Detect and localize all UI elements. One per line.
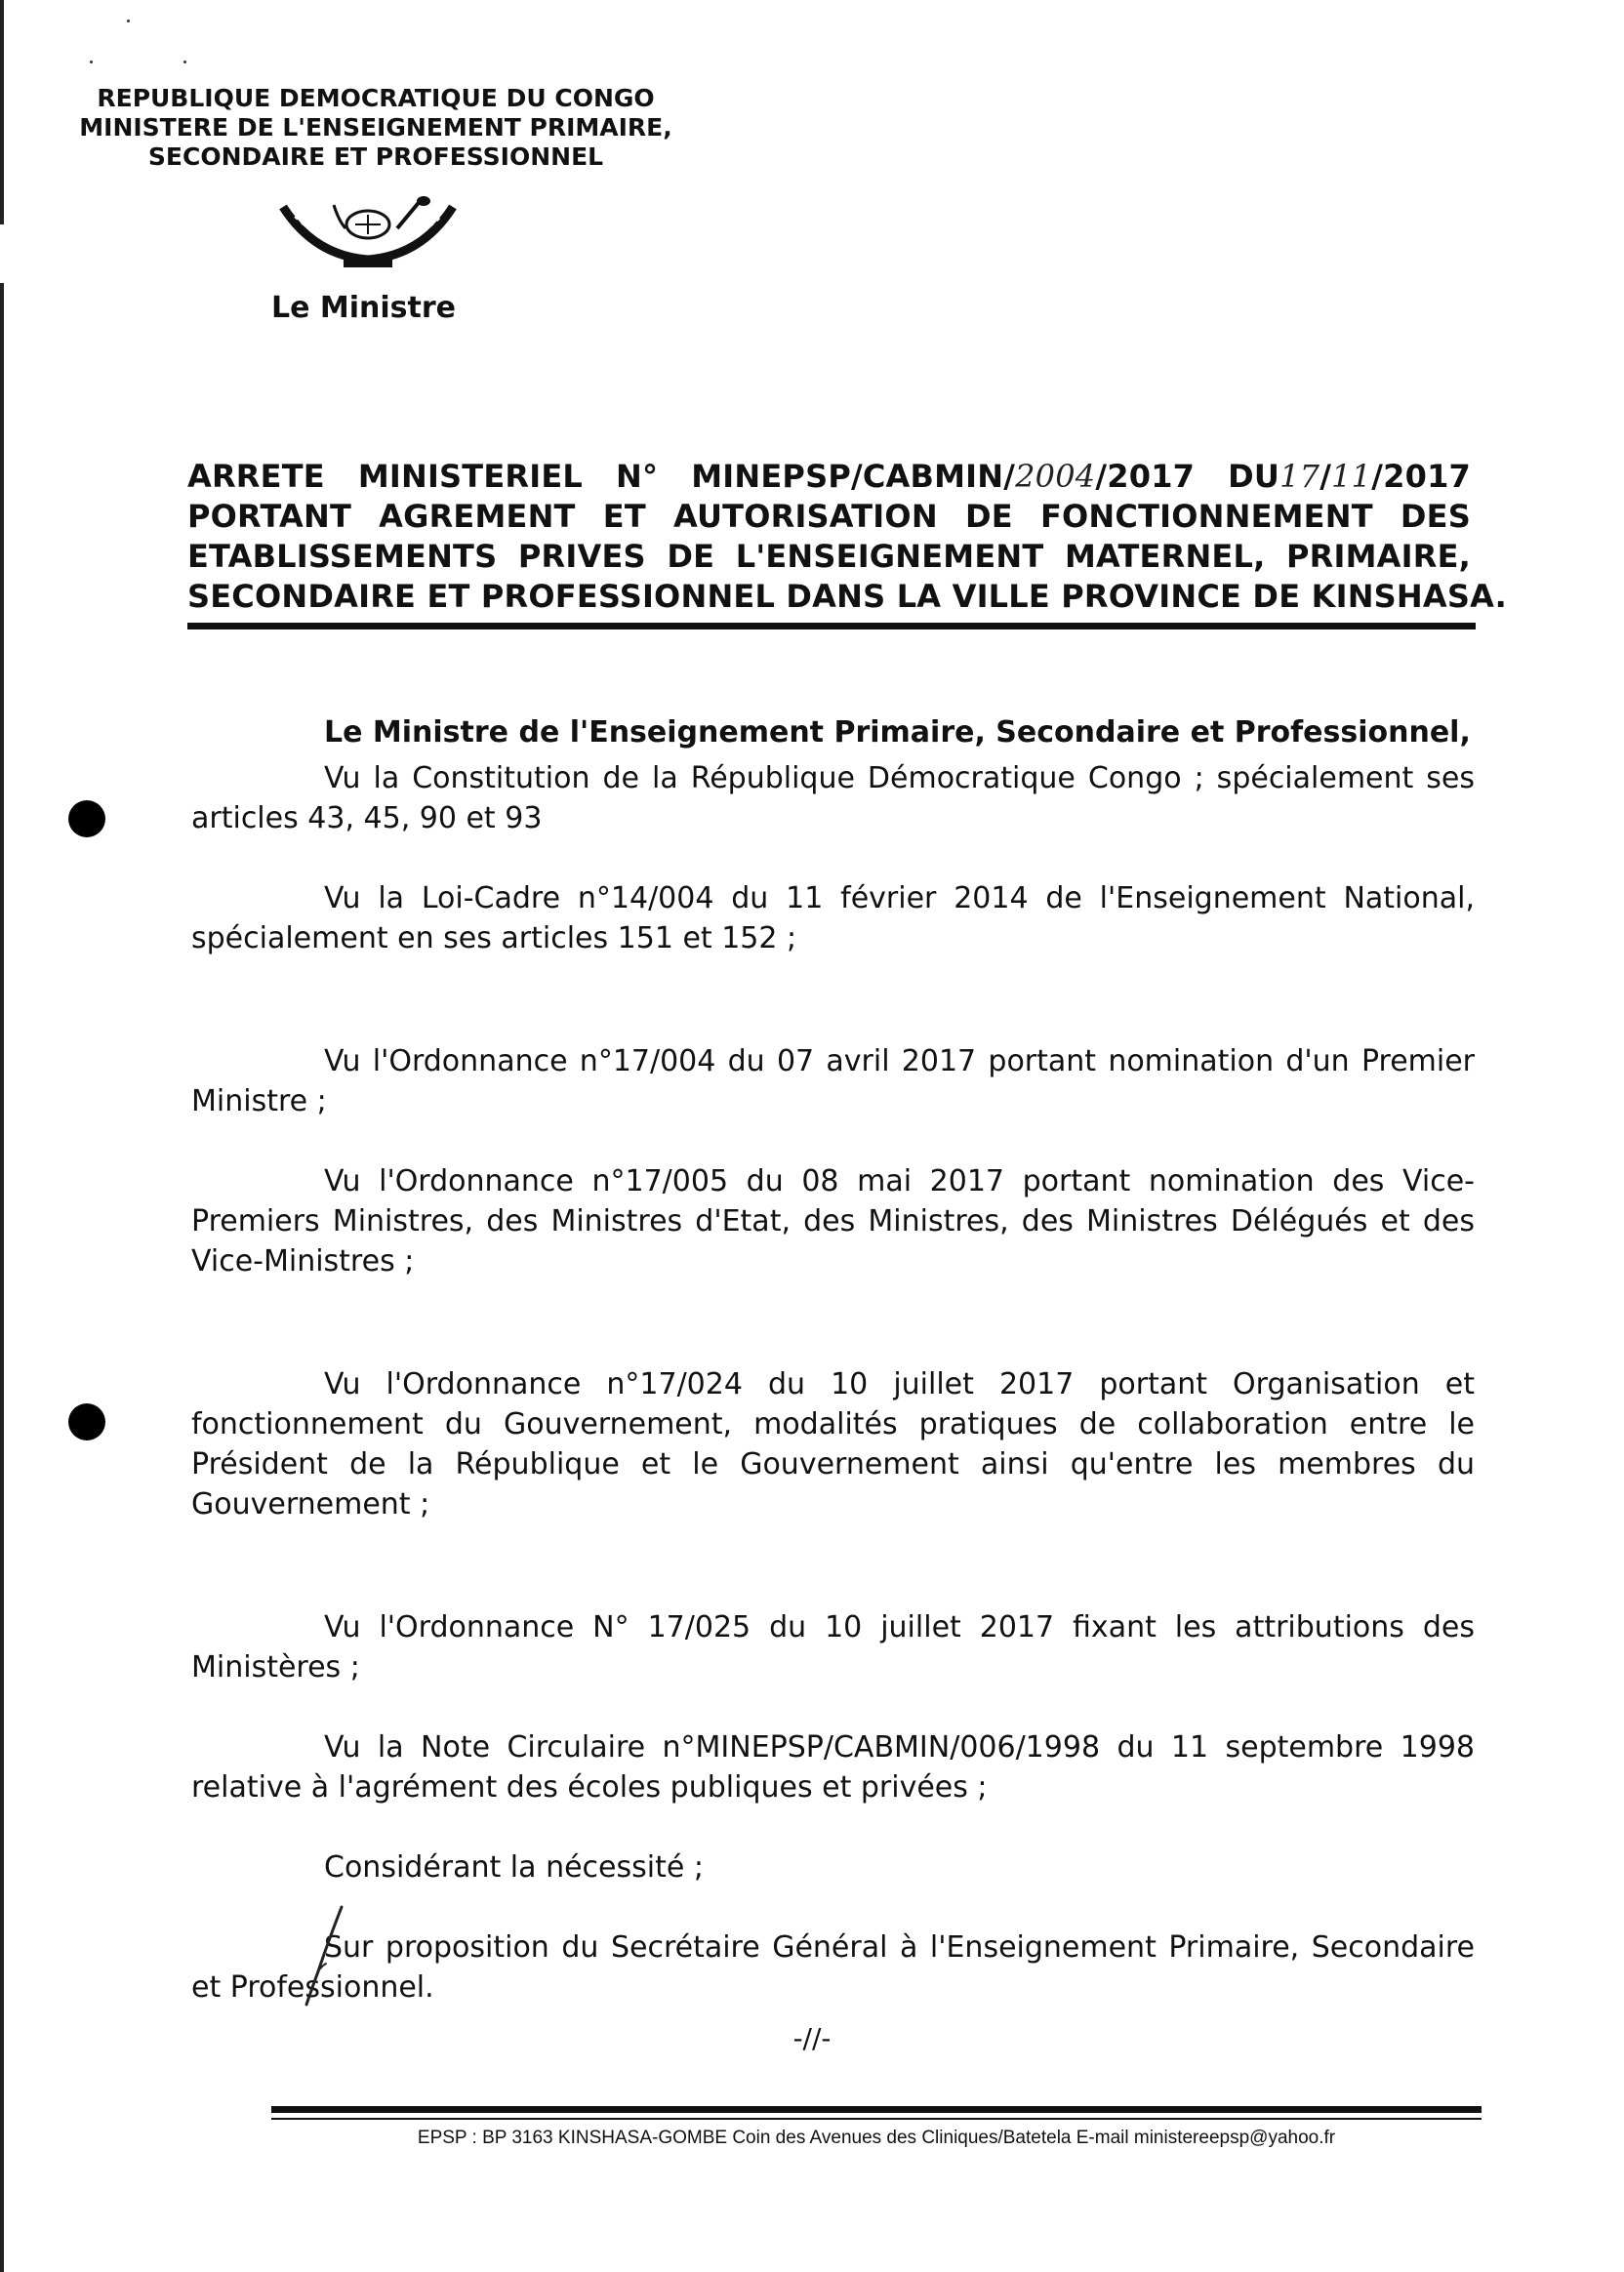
letterhead-ministry: MINISTERE DE L'ENSEIGNEMENT PRIMAIRE, [79, 113, 672, 142]
handwritten-day: 17 [1279, 458, 1320, 495]
paragraph: Vu l'Ordonnance N° 17/025 du 10 juillet 2017 fixant les attributions des Ministères ; [191, 1610, 1475, 1684]
decree-number-mid: /2017 DU [1095, 458, 1280, 495]
paragraph: Vu l'Ordonnance n°17/004 du 07 avril 2017 portant nomination d'un Premier Ministre ; [191, 1044, 1475, 1118]
handwritten-month: 11 [1331, 458, 1372, 495]
paragraph: Vu la Loi-Cadre n°14/004 du 11 février 2014 de l'Enseignement National, spécialement en ses articles 151 et 152 ; [191, 881, 1475, 955]
coat-of-arms-emblem [275, 195, 461, 273]
minister-label: Le Ministre [271, 291, 457, 325]
decree-number-prefix: ARRETE MINISTERIEL N° MINEPSP/CABMIN/ [187, 458, 1016, 495]
scan-speck [90, 61, 93, 63]
scan-edge-gap [0, 224, 4, 283]
document-body [191, 712, 1475, 2008]
decree-title-line-2: PORTANT AGREMENT ET AUTORISATION DE FONCTIONNEMENT DES [187, 498, 1471, 535]
decree-year: /2017 [1371, 458, 1471, 495]
title-underline [187, 623, 1476, 629]
paragraph: Vu l'Ordonnance n°17/024 du 10 juillet 2017 portant Organisation et fonctionnement du Gouvernement, modalités pratiques de collaboration entre le Président de la République et le Gouvernement ainsi qu'entre les membres du Gouvernement ; [191, 1367, 1475, 1521]
footer-address: EPSP : BP 3163 KINSHASA-GOMBE Coin des Avenues des Cliniques/Batetela E-mail ministereepsp@yahoo.fr [417, 2128, 1336, 2148]
footer-rule-thin [271, 2118, 1482, 2120]
scan-speck [183, 61, 186, 63]
decree-title [187, 457, 1508, 617]
paragraph: Vu la Note Circulaire n°MINEPSP/CABMIN/006/1998 du 11 septembre 1998 relative à l'agrément des écoles publiques et privées ; [191, 1730, 1475, 1805]
punch-hole [68, 800, 105, 837]
letterhead [59, 84, 693, 172]
initials-signature [293, 1903, 351, 2010]
paragraph: Vu l'Ordonnance n°17/005 du 08 mai 2017 portant nomination des Vice-Premiers Ministres, des Ministres d'Etat, des Ministres, des Ministres Délégués et des Vice-Ministres ; [191, 1164, 1475, 1278]
decree-title-line-3: ETABLISSEMENTS PRIVES DE L'ENSEIGNEMENT MATERNEL, PRIMAIRE, [187, 538, 1471, 575]
letterhead-ministry-cont: SECONDAIRE ET PROFESSIONNEL [147, 142, 604, 171]
intro-line: Le Ministre de l'Enseignement Primaire, Secondaire et Professionnel, [324, 715, 1471, 750]
paragraph: Sur proposition du Secrétaire Général à l'Enseignement Primaire, Secondaire et Professionnel. [191, 1930, 1475, 2005]
paragraph: Considérant la nécessité ; [324, 1850, 704, 1885]
letterhead-country: REPUBLIQUE DEMOCRATIQUE DU CONGO [97, 84, 655, 112]
scan-speck [127, 20, 130, 22]
decree-title-line-1: ARRETE MINISTERIEL N° MINEPSP/CABMIN/2004/2017 DU17/11/2017 [187, 458, 1471, 495]
scan-edge [0, 0, 4, 2272]
decree-title-line-4: SECONDAIRE ET PROFESSIONNEL DANS LA VILLE PROVINCE DE KINSHASA. [187, 578, 1508, 615]
paragraph: Vu la Constitution de la République Démocratique Congo ; spécialement ses articles 43, 45, 90 et 93 [191, 761, 1475, 835]
handwritten-decree-number: 2004 [1015, 458, 1096, 495]
footer-rule [271, 2106, 1482, 2113]
punch-hole [68, 1403, 105, 1440]
page-continuation-marker: -//- [792, 2022, 832, 2054]
